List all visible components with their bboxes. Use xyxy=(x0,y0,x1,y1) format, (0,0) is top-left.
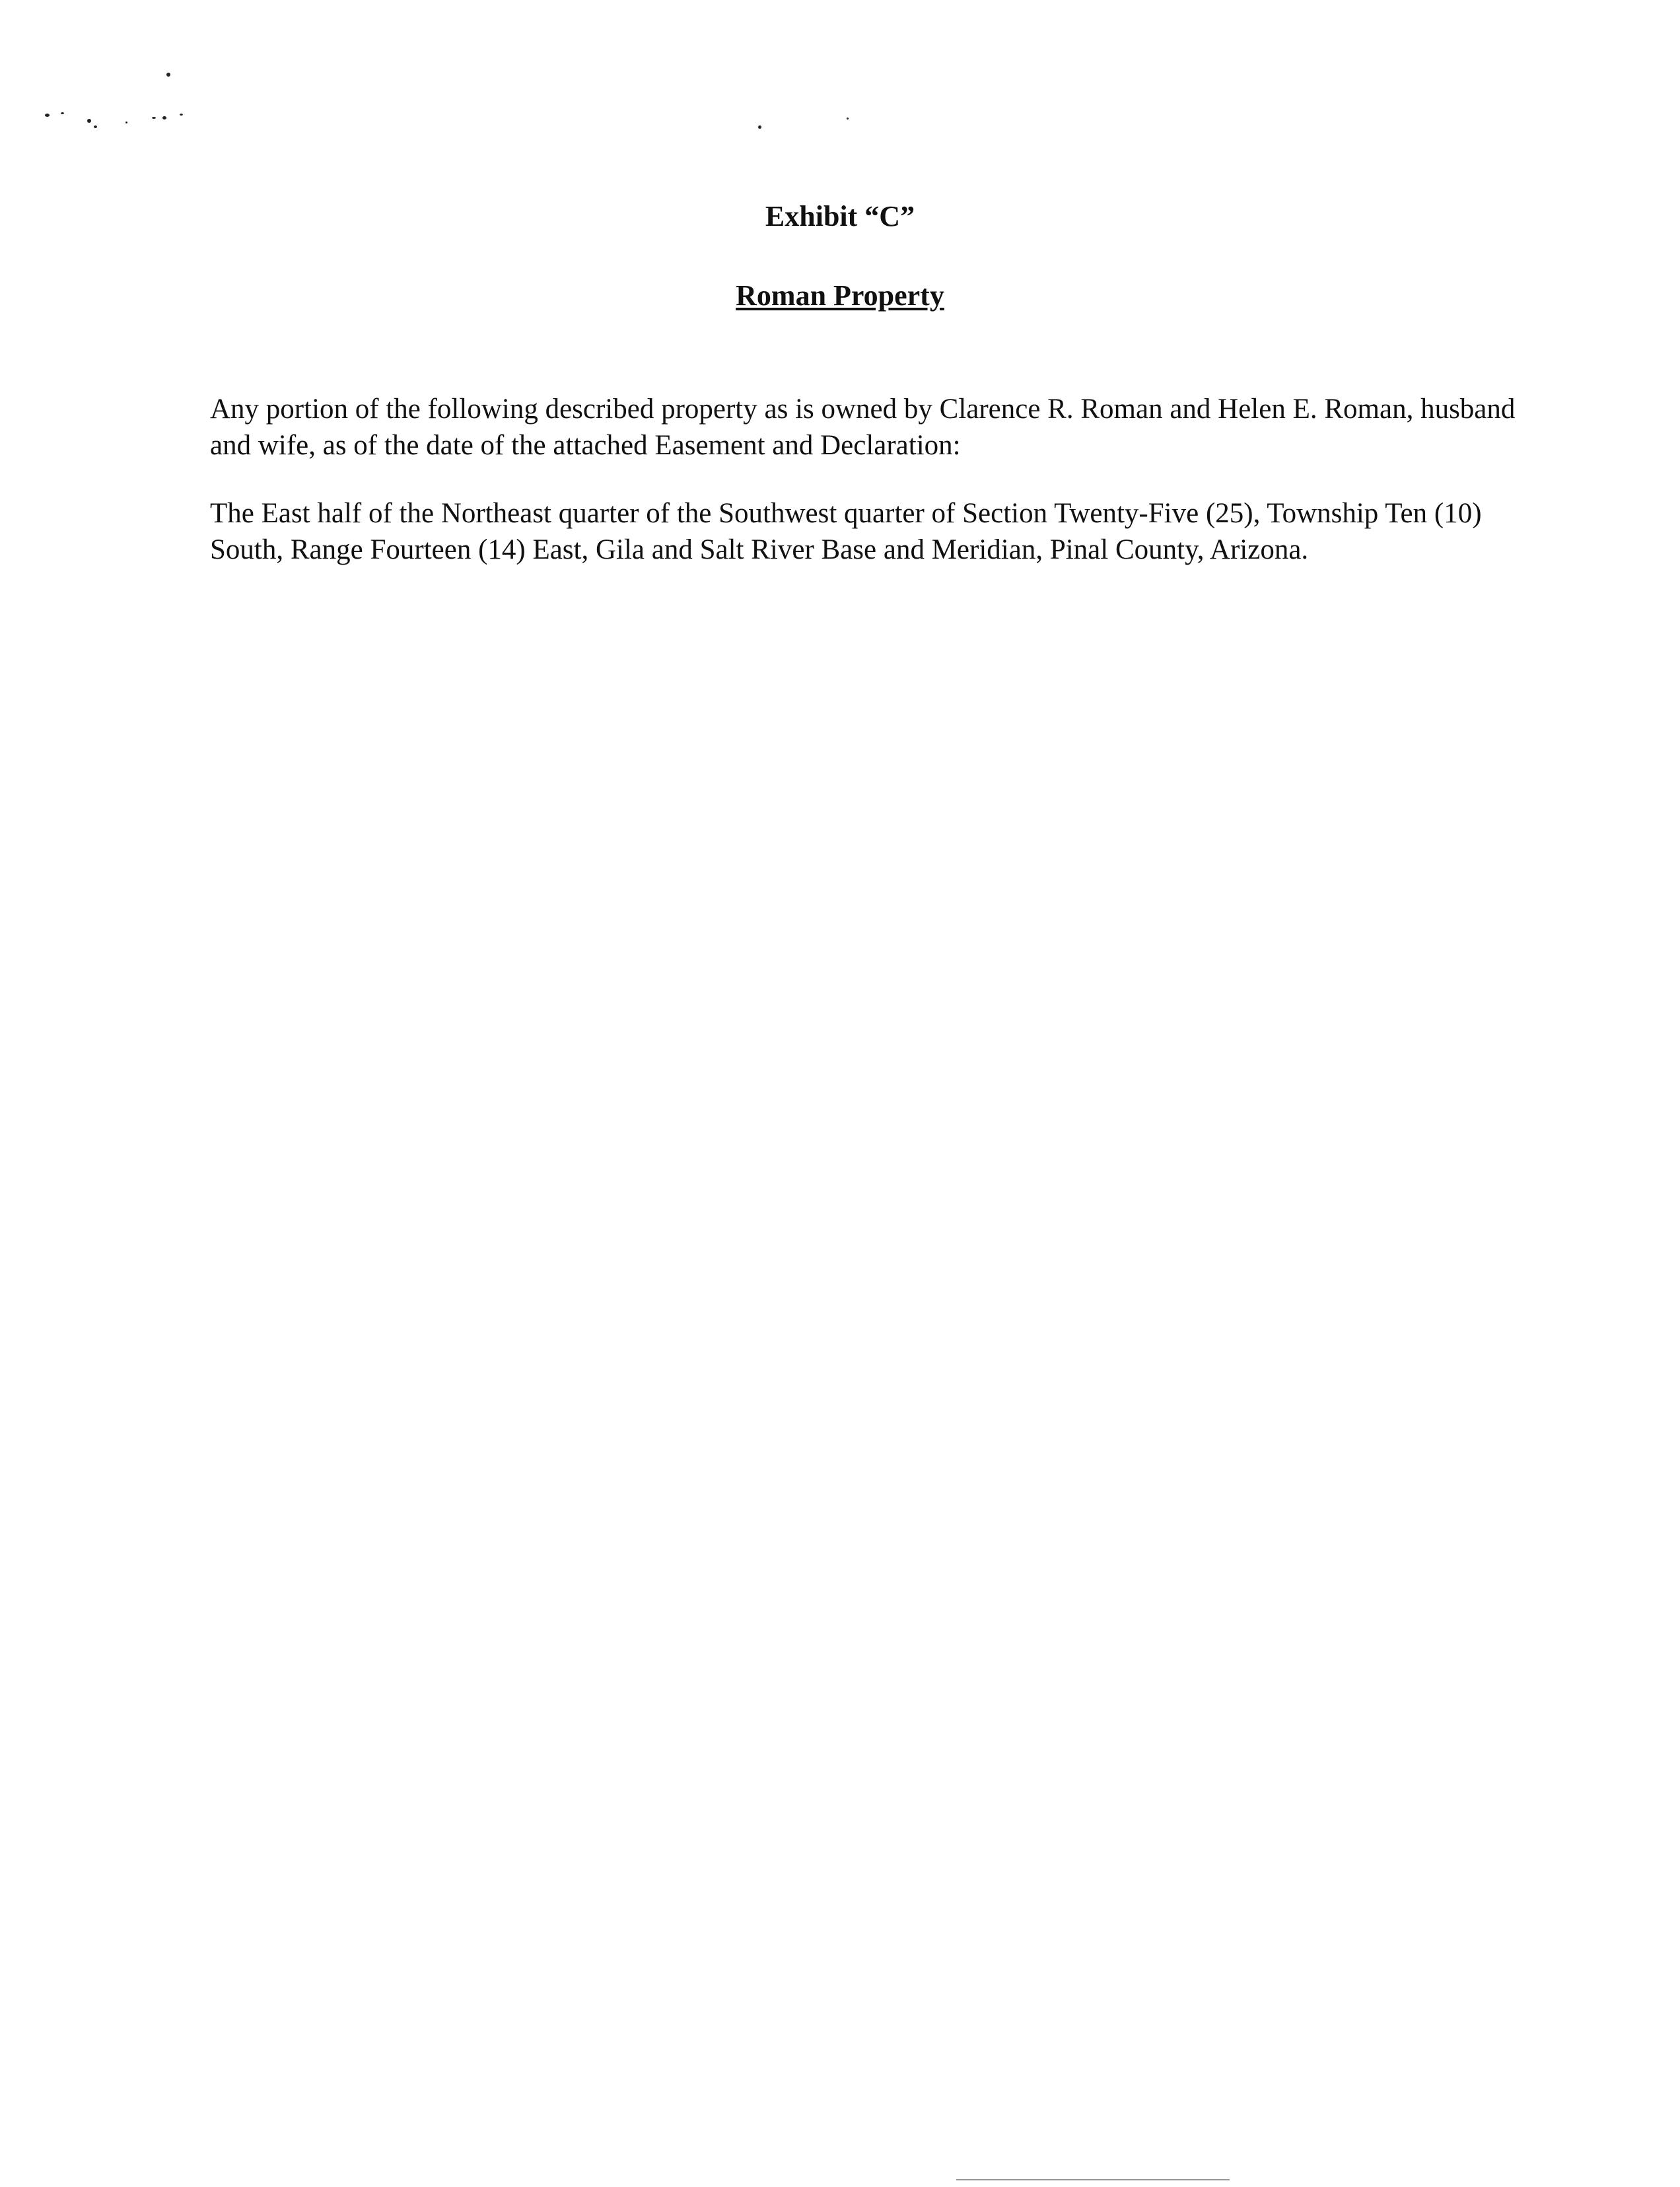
exhibit-title: Exhibit “C” xyxy=(765,200,915,232)
legal-description-paragraph: The East half of the Northeast quarter of the Southwest quarter of Section Twenty-Five (25), Township Ten (10) South, Range Fourteen (14) East, Gila and Salt River Base and Meridian, Pinal County, Arizona. xyxy=(210,498,1482,565)
property-subtitle: Roman Property xyxy=(736,279,944,312)
ownership-paragraph: Any portion of the following described property as is owned by Clarence R. Roman and Helen E. Roman, husband and wife, as of the date of the attached Easement and Declaration: xyxy=(210,394,1516,461)
